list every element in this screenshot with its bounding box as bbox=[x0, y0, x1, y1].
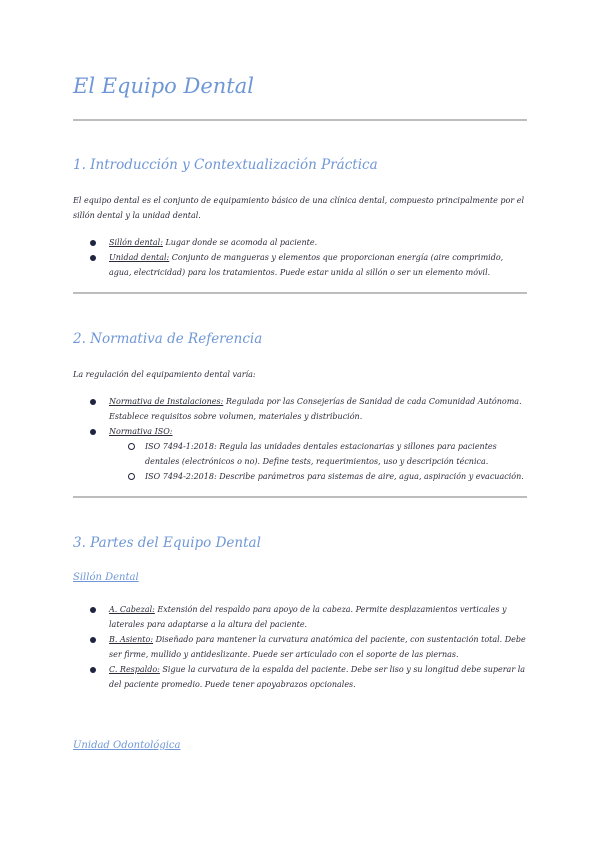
document-title: El Equipo Dental bbox=[73, 74, 254, 98]
section-3-heading: 3. Partes del Equipo Dental bbox=[73, 535, 261, 551]
sub-item-text: ISO 7494-2:2018: Describe parámetros para sistemas de aire, agua, aspiración y evacuación. bbox=[145, 472, 524, 481]
item-text: Diseñado para mantener la curvatura anatómica del paciente, con sustentación total. Debe ser firme, mullido y antideslizante. Puede ser articulado con el soporte de las piernas. bbox=[109, 635, 526, 659]
list-item bbox=[73, 250, 527, 280]
section-2-heading: 2. Normativa de Referencia bbox=[73, 331, 263, 347]
bullet-icon bbox=[90, 429, 96, 435]
bullet-icon bbox=[90, 399, 96, 405]
subheading-sillon-dental: Sillón Dental bbox=[73, 572, 139, 583]
section-2-paragraph: La regulación del equipamiento dental varía: bbox=[73, 370, 256, 379]
iso-sublist bbox=[109, 439, 527, 484]
circle-bullet-icon bbox=[128, 473, 135, 480]
list-item bbox=[73, 602, 527, 632]
item-term: A. Cabezal: bbox=[109, 605, 155, 614]
divider bbox=[73, 496, 527, 498]
section-2-list bbox=[73, 394, 527, 484]
bullet-icon bbox=[90, 637, 96, 643]
list-item bbox=[73, 424, 527, 484]
list-item bbox=[73, 235, 527, 250]
section-1-heading: 1. Introducción y Contextualización Práctica bbox=[73, 157, 378, 173]
item-term: Sillón dental: bbox=[109, 238, 163, 247]
section-3-list bbox=[73, 602, 527, 692]
list-item bbox=[73, 394, 527, 424]
divider bbox=[73, 119, 527, 121]
item-text: Conjunto de mangueras y elementos que proporcionan energía (aire comprimido, agua, electricidad) para los tratamientos. Puede estar unida al sillón o ser un elemento móvil. bbox=[109, 253, 504, 277]
bullet-icon bbox=[90, 255, 96, 261]
bullet-icon bbox=[90, 667, 96, 673]
item-term: Normativa ISO: bbox=[109, 427, 173, 436]
section-1-list bbox=[73, 235, 527, 280]
sub-item-text: ISO 7494-1:2018: Regula las unidades dentales estacionarias y sillones para pacientes dentales (electrónicos o no). Define tests, requerimientos, uso y descripción técnica. bbox=[145, 442, 497, 466]
item-term: C. Respaldo: bbox=[109, 665, 160, 674]
item-text: Extensión del respaldo para apoyo de la cabeza. Permite desplazamientos verticales y laterales para adaptarse a la altura del paciente. bbox=[109, 605, 507, 629]
item-text: Sigue la curvatura de la espalda del paciente. Debe ser liso y su longitud debe superar la del paciente promedio. Puede tener apoyabrazos opcionales. bbox=[109, 665, 526, 689]
section-1-paragraph: El equipo dental es el conjunto de equipamiento básico de una clínica dental, compuesto principalmente por el sillón dental y la unidad dental. bbox=[73, 196, 524, 220]
bullet-icon bbox=[90, 240, 96, 246]
bullet-icon bbox=[90, 607, 96, 613]
item-term: B. Asiento: bbox=[109, 635, 154, 644]
list-item bbox=[73, 662, 527, 692]
item-text: Regulada por las Consejerías de Sanidad de cada Comunidad Autónoma. Establece requisitos sobre volumen, materiales y distribución. bbox=[109, 397, 522, 421]
item-text: Lugar donde se acomoda al paciente. bbox=[162, 238, 318, 247]
circle-bullet-icon bbox=[128, 443, 135, 450]
list-item bbox=[73, 632, 527, 662]
divider bbox=[73, 292, 527, 294]
item-term: Unidad dental: bbox=[109, 253, 170, 262]
sub-list-item bbox=[109, 469, 527, 484]
subheading-unidad-odontologica: Unidad Odontológica bbox=[73, 740, 181, 751]
sub-list-item bbox=[109, 439, 527, 469]
item-term: Normativa de Instalaciones: bbox=[109, 397, 224, 406]
